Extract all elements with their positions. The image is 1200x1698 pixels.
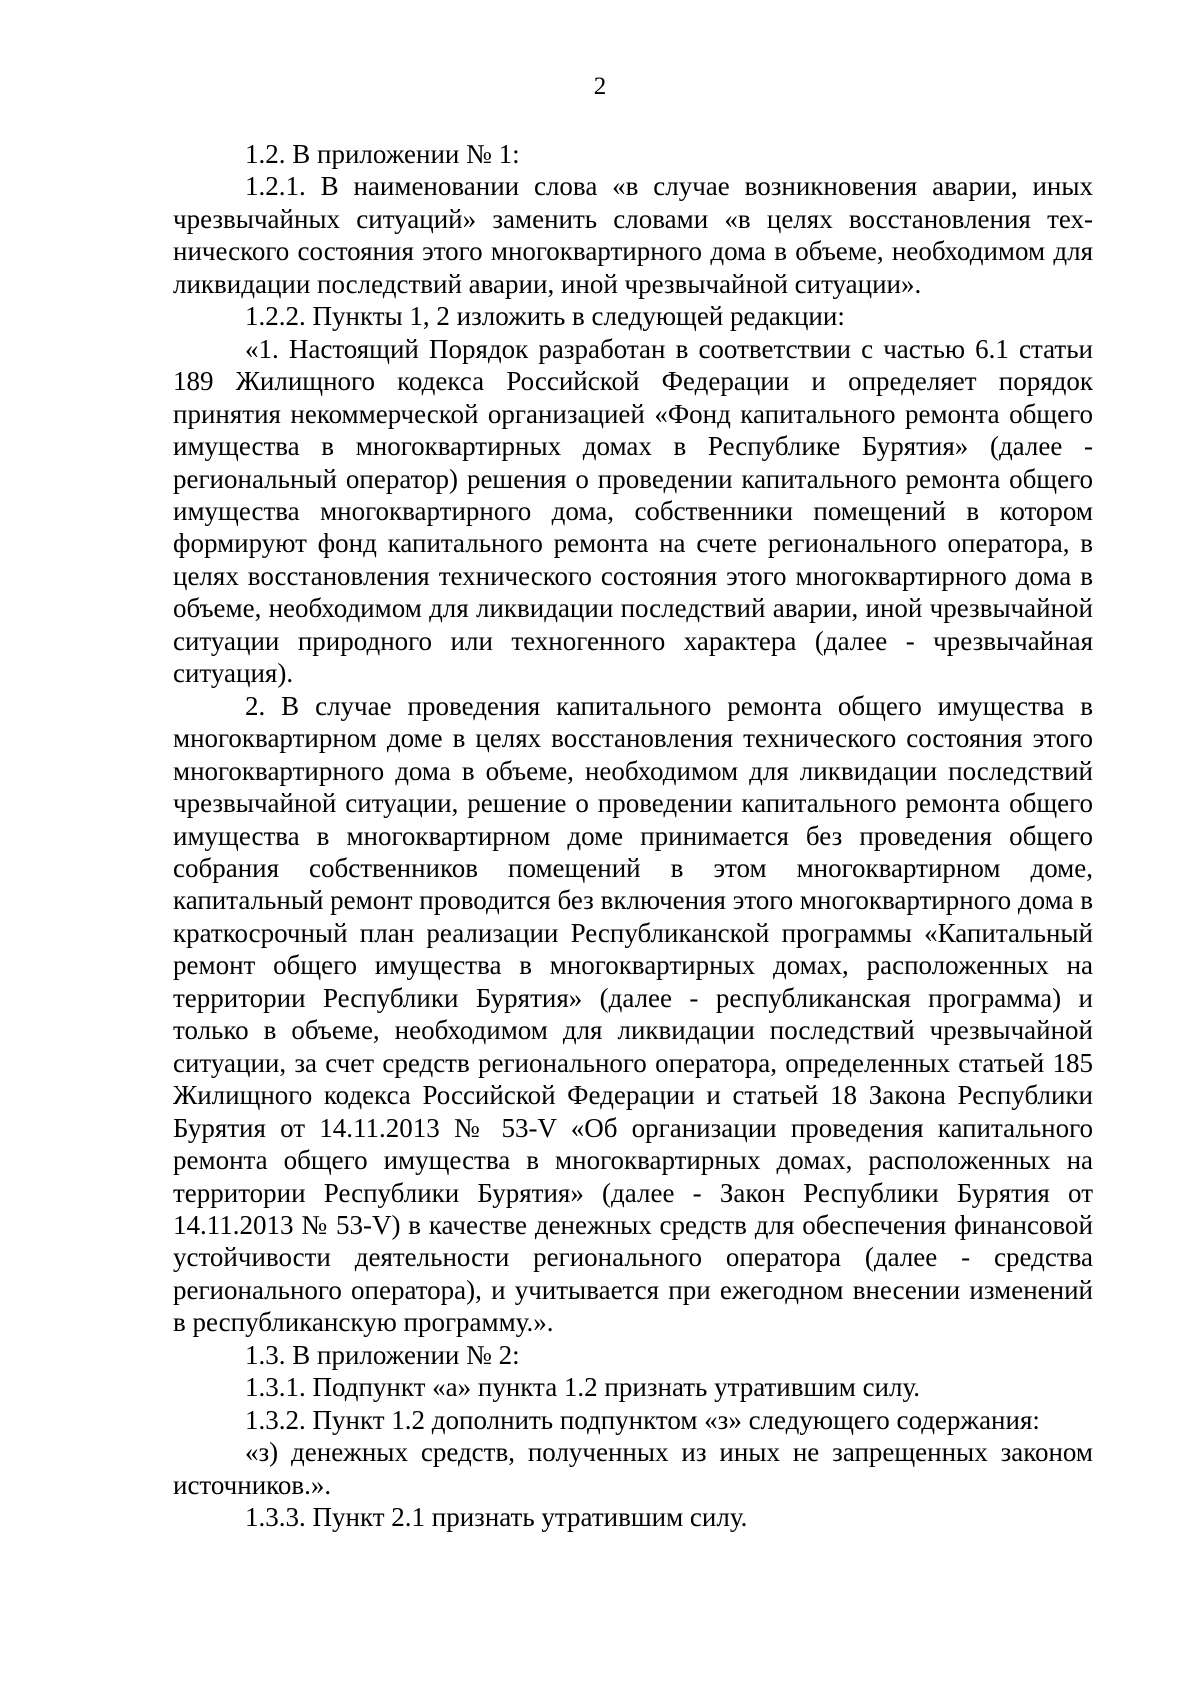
paragraph-1-3-2: 1.3.2. Пункт 1.2 дополнить подпунктом «з» следующего содержания: [245, 1404, 1040, 1435]
paragraph-1-3-1: 1.3.1. Подпункт «а» пункта 1.2 признать утратившим силу. [245, 1372, 921, 1403]
paragraph-1-3-3: 1.3.3. Пункт 2.1 признать утратившим силу. [245, 1502, 748, 1533]
quoted-clause-2: 2. В случае проведения капитального ремонта общего имущества в многоквартирном доме в целях восстановления технического состояния этого многоквартирного дома в объеме, необходимом для ликвидации последствий чрезвычайной ситуации, решение о проведении капитального ремонта общего имущества в многоквартирном доме принимается без проведения общего собрания собственников помещений в этом многоквартирном доме, капитальный ремонт проводится без включения этого многоквартирного дома в краткосрочный план реализации Республиканской программы «Капитальный ремонт общего имущества в многоквартирных домах, расположенных на территории Республики Бурятия» (далее - республиканская программа) и только в объеме, необходимом для ликвидации последствий чрезвычайной ситуации, за счет средств регионального оператора, определенных статьей 185 Жилищного кодекса Российской Федерации и статьей 18 Закона Республики Бурятия от 14.11.2013 № 53-V «Об организации проведения капитального ремонта общего имущества в многоквартирных домах, расположенных на территории Республики Бурятия» (далее - Закон Республики Бурятия от 14.11.2013 № 53-V) в качестве денежных средств для обеспечения финансовой устойчивости деятельности регионального оператора (далее - средства регионального оператора), и учитывается при ежегодном внесении изменений в республиканскую программу.». [173, 690, 1093, 1338]
quoted-clause-1: «1. Настоящий Порядок разработан в соответствии с частью 6.1 статьи 189 Жилищного кодекса Российской Федерации и определяет порядок принятия некоммерческой организацией «Фонд капитального ремонта общего имущества в многоквартирных домах в Республике Бурятия» (далее - региональный оператор) решения о проведении капитального ремонта общего имущества многоквартирного дома, собственники помещений в котором формируют фонд капитального ремонта на счете регионального оператора, в целях восстановления технического состояния этого многоквартирного дома в объеме, необходимом для ликвидации последствий аварии, иной чрезвычайной ситуации природного или техногенного характера (далее - чрезвычайная ситуация). [173, 333, 1093, 689]
quoted-subclause-z: «з) денежных средств, полученных из иных не запрещенных законом источников.». [173, 1437, 1093, 1500]
document-body [173, 138, 1093, 1533]
paragraph-1-2-2: 1.2.2. Пункты 1, 2 изложить в следующей редакции: [245, 301, 845, 332]
paragraph-1-2: 1.2. В приложении № 1: [245, 139, 520, 169]
page-number: 2 [593, 73, 607, 100]
paragraph-1-2-1: 1.2.1. В наименовании слова «в случае возникновения аварии, иных чрезвычайных ситуаций» заменить словами «в целях восстановления технического состояния этого многоквартирного дома в объеме, необходимом для ликвидации последствий аварии, иной чрезвычайной ситуации». [173, 171, 1093, 299]
paragraph-1-3: 1.3. В приложении № 2: [245, 1339, 520, 1370]
